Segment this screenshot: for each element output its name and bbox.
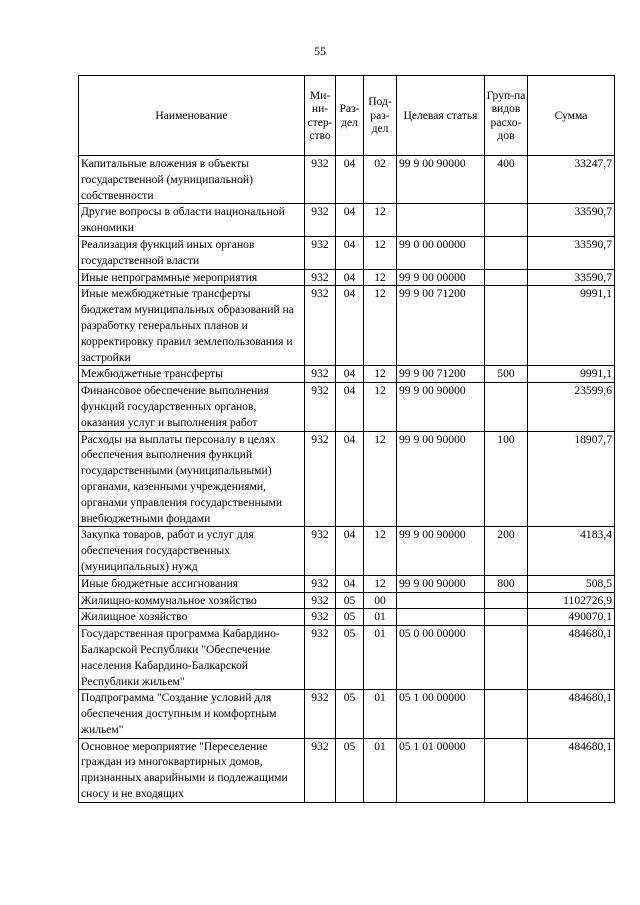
header-expense-group: Груп-па видов расхо-дов: [485, 76, 528, 156]
cell-target: 05 0 00 00000: [397, 626, 485, 690]
cell-ministry: 932: [305, 626, 336, 690]
cell-section: 05: [336, 626, 364, 690]
cell-section: 05: [336, 690, 364, 738]
table-row: [79, 383, 615, 431]
cell-ministry: 932: [305, 527, 336, 575]
cell-expense-group: [485, 626, 528, 690]
cell-section: 04: [336, 236, 364, 269]
table-row: [79, 626, 615, 690]
cell-expense-group: 200: [485, 527, 528, 575]
cell-target: 05 1 01 00000: [397, 738, 485, 802]
cell-subsection: 01: [364, 738, 397, 802]
cell-expense-group: [485, 383, 528, 431]
cell-expense-group: 800: [485, 575, 528, 592]
cell-section: 05: [336, 592, 364, 609]
cell-name: Расходы на выплаты персоналу в целях обеспечения выполнения функций государственными (муниципальными) органами, казенными учреждениями, органами управления государственными внебюджетными фондами: [79, 431, 305, 527]
cell-ministry: 932: [305, 575, 336, 592]
cell-expense-group: 100: [485, 431, 528, 527]
cell-target: 05 1 00 00000: [397, 690, 485, 738]
cell-amount: 9991,1: [528, 366, 615, 383]
cell-name: Иные бюджетные ассигнования: [79, 575, 305, 592]
cell-section: 04: [336, 366, 364, 383]
cell-ministry: 932: [305, 204, 336, 237]
cell-amount: 1102726,9: [528, 592, 615, 609]
cell-target: 99 9 00 90000: [397, 156, 485, 204]
cell-amount: 4183,4: [528, 527, 615, 575]
cell-amount: 9991,1: [528, 286, 615, 366]
header-target: Целевая статья: [397, 76, 485, 156]
cell-section: 05: [336, 738, 364, 802]
header-section: Раз-дел: [336, 76, 364, 156]
table-row: [79, 738, 615, 802]
table-header-row: [79, 76, 615, 156]
cell-amount: 484680,1: [528, 626, 615, 690]
cell-expense-group: 500: [485, 366, 528, 383]
table-row: [79, 527, 615, 575]
table-row: [79, 575, 615, 592]
cell-ministry: 932: [305, 236, 336, 269]
cell-name: Подпрограмма "Создание условий для обеспечения доступным и комфортным жильем": [79, 690, 305, 738]
cell-ministry: 932: [305, 609, 336, 626]
cell-expense-group: [485, 592, 528, 609]
cell-name: Иные межбюджетные трансферты бюджетам муниципальных образований на разработку генеральных планов и корректировку правил землепользования и застройки: [79, 286, 305, 366]
cell-amount: 484680,1: [528, 690, 615, 738]
cell-subsection: 02: [364, 156, 397, 204]
cell-amount: 490070,1: [528, 609, 615, 626]
cell-section: 04: [336, 286, 364, 366]
cell-target: 99 9 00 90000: [397, 527, 485, 575]
cell-subsection: 01: [364, 690, 397, 738]
cell-expense-group: [485, 204, 528, 237]
cell-amount: 484680,1: [528, 738, 615, 802]
table-row: [79, 366, 615, 383]
table-row: [79, 609, 615, 626]
header-ministry: Ми-ни-стер-ство: [305, 76, 336, 156]
cell-section: 04: [336, 575, 364, 592]
table-row: [79, 690, 615, 738]
header-subsection: Под-раз-дел: [364, 76, 397, 156]
cell-subsection: 12: [364, 204, 397, 237]
cell-subsection: 01: [364, 626, 397, 690]
table-row: [79, 286, 615, 366]
cell-target: 99 9 00 90000: [397, 383, 485, 431]
cell-target: 99 9 00 90000: [397, 575, 485, 592]
table-row: [79, 269, 615, 286]
cell-section: 04: [336, 204, 364, 237]
cell-expense-group: 400: [485, 156, 528, 204]
cell-name: Жилищное хозяйство: [79, 609, 305, 626]
cell-target: 99 9 00 71200: [397, 366, 485, 383]
cell-name: Межбюджетные трансферты: [79, 366, 305, 383]
cell-expense-group: [485, 690, 528, 738]
cell-name: Другие вопросы в области национальной экономики: [79, 204, 305, 237]
cell-subsection: 01: [364, 609, 397, 626]
cell-expense-group: [485, 236, 528, 269]
cell-subsection: 12: [364, 431, 397, 527]
cell-target: 99 0 00 00000: [397, 236, 485, 269]
cell-name: Закупка товаров, работ и услуг для обеспечения государственных (муниципальных) нужд: [79, 527, 305, 575]
table-row: [79, 236, 615, 269]
page-number: 55: [314, 44, 326, 58]
cell-expense-group: [485, 269, 528, 286]
cell-amount: 508,5: [528, 575, 615, 592]
cell-amount: 33590,7: [528, 269, 615, 286]
cell-ministry: 932: [305, 592, 336, 609]
cell-ministry: 932: [305, 431, 336, 527]
cell-name: Иные непрограммные мероприятия: [79, 269, 305, 286]
cell-subsection: 12: [364, 575, 397, 592]
cell-name: Финансовое обеспечение выполнения функций государственных органов, оказания услуг и выполнения работ: [79, 383, 305, 431]
cell-section: 05: [336, 609, 364, 626]
cell-subsection: 12: [364, 366, 397, 383]
cell-ministry: 932: [305, 738, 336, 802]
cell-amount: 33247,7: [528, 156, 615, 204]
cell-name: Капитальные вложения в объекты государственной (муниципальной) собственности: [79, 156, 305, 204]
cell-subsection: 12: [364, 236, 397, 269]
cell-subsection: 00: [364, 592, 397, 609]
cell-ministry: 932: [305, 366, 336, 383]
cell-target: [397, 609, 485, 626]
cell-amount: 33590,7: [528, 204, 615, 237]
cell-name: Государственная программа Кабардино-Балкарской Республики "Обеспечение населения Кабардино-Балкарской Республики жильем": [79, 626, 305, 690]
cell-expense-group: [485, 286, 528, 366]
header-amount: Сумма: [528, 76, 615, 156]
cell-subsection: 12: [364, 383, 397, 431]
budget-table: [78, 75, 615, 803]
table-row: [79, 204, 615, 237]
cell-section: 04: [336, 431, 364, 527]
cell-section: 04: [336, 269, 364, 286]
table-row: [79, 592, 615, 609]
cell-amount: 18907,7: [528, 431, 615, 527]
cell-ministry: 932: [305, 286, 336, 366]
cell-ministry: 932: [305, 383, 336, 431]
cell-name: Основное мероприятие "Переселение граждан из многоквартирных домов, признанных аварийными и подлежащими сносу и не входящих: [79, 738, 305, 802]
cell-target: 99 9 00 00000: [397, 269, 485, 286]
cell-subsection: 12: [364, 527, 397, 575]
cell-amount: 23599,6: [528, 383, 615, 431]
header-name: Наименование: [79, 76, 305, 156]
cell-ministry: 932: [305, 156, 336, 204]
cell-section: 04: [336, 527, 364, 575]
cell-name: Жилищно-коммунальное хозяйство: [79, 592, 305, 609]
cell-target: 99 9 00 71200: [397, 286, 485, 366]
table-row: [79, 156, 615, 204]
cell-target: 99 9 00 90000: [397, 431, 485, 527]
cell-ministry: 932: [305, 269, 336, 286]
cell-subsection: 12: [364, 269, 397, 286]
table-row: [79, 431, 615, 527]
cell-section: 04: [336, 156, 364, 204]
cell-expense-group: [485, 609, 528, 626]
cell-target: [397, 204, 485, 237]
cell-target: [397, 592, 485, 609]
cell-ministry: 932: [305, 690, 336, 738]
cell-name: Реализация функций иных органов государственной власти: [79, 236, 305, 269]
cell-subsection: 12: [364, 286, 397, 366]
cell-amount: 33590,7: [528, 236, 615, 269]
cell-section: 04: [336, 383, 364, 431]
cell-expense-group: [485, 738, 528, 802]
